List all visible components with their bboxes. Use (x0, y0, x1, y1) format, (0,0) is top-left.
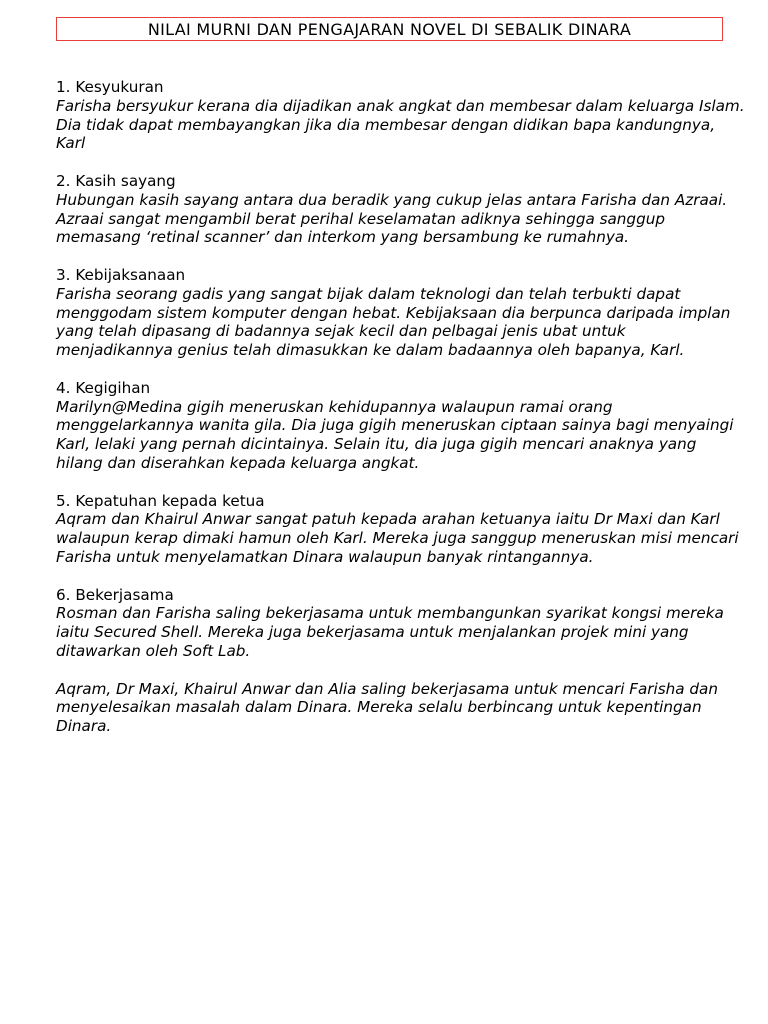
section-kepatuhan (56, 492, 746, 567)
document-body (56, 78, 746, 755)
section-kegigihan (56, 379, 746, 473)
section-heading: 6. Bekerjasama (56, 585, 174, 604)
section-heading: 2. Kasih sayang (56, 171, 176, 190)
section-bekerjasama (56, 586, 746, 736)
section-paragraph: Farisha seorang gadis yang sangat bijak dalam teknologi dan telah terbukti dapat menggodam sistem komputer dengan hebat. Kebijaksaan dia berpunca daripada implan yang telah dipasang di badannya sejak kecil dan pelbagai jenis ubat untuk menjadikannya genius telah dimasukkan ke dalam badaannya oleh bapanya, Karl. (56, 284, 731, 360)
section-kesyukuran (56, 78, 746, 153)
section-kasih-sayang (56, 172, 746, 247)
section-heading: 5. Kepatuhan kepada ketua (56, 491, 265, 510)
section-paragraph: Farisha bersyukur kerana dia dijadikan anak angkat dan membesar dalam keluarga Islam. Dia tidak dapat membayangkan jika dia membesar dengan didikan bapa kandungnya, Karl (56, 96, 745, 153)
section-kebijaksanaan (56, 266, 746, 360)
section-heading: 3. Kebijaksanaan (56, 265, 186, 284)
page-title: NILAI MURNI DAN PENGAJARAN NOVEL DI SEBALIK DINARA (147, 19, 632, 39)
section-paragraph: Marilyn@Medina gigih meneruskan kehidupannya walaupun ramai orang menggelarkannya wanita gila. Dia juga gigih meneruskan ciptaan sainya bagi menyaingi Karl, lelaki yang pernah dicintainya. Selain itu, dia juga gigih mencari anaknya yang hilang dan diserahkan kepada keluarga angkat. (56, 397, 734, 472)
section-paragraph: Rosman dan Farisha saling bekerjasama untuk membangunkan syarikat kongsi mereka iaitu Secured Shell. Mereka juga bekerjasama untuk menjalankan projek mini yang ditawarkan oleh Soft Lab. (56, 604, 724, 660)
section-heading: 1. Kesyukuran (56, 78, 164, 96)
section-heading: 4. Kegigihan (56, 378, 151, 397)
section-paragraph: Aqram dan Khairul Anwar sangat patuh kepada arahan ketuanya iaitu Dr Maxi dan Karl walaupun kerap dimaki hamun oleh Karl. Mereka juga sanggup meneruskan misi mencari Farisha untuk menyelamatkan Dinara walaupun banyak rintangannya. (56, 510, 739, 566)
title-box (56, 17, 723, 41)
section-paragraph: Aqram, Dr Maxi, Khairul Anwar dan Alia saling bekerjasama untuk mencari Farisha dan menyelesaikan masalah dalam Dinara. Mereka selalu berbincang untuk kepentingan Dinara. (56, 679, 718, 736)
section-paragraph: Hubungan kasih sayang antara dua beradik yang cukup jelas antara Farisha dan Azraai. Azraai sangat mengambil berat perihal keselamatan adiknya sehingga sanggup memasang ‘retinal scanner’ dan interkom yang bersambung ke rumahnya. (56, 190, 728, 247)
